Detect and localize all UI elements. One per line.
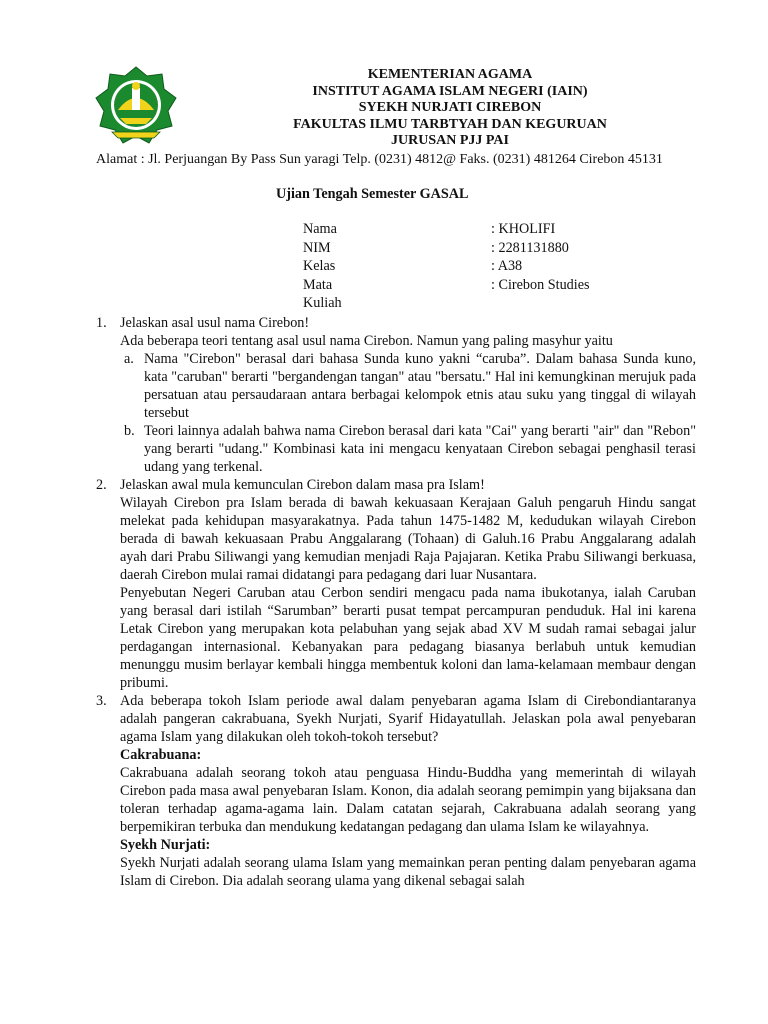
address-line: Alamat : Jl. Perjuangan By Pass Sun yaragi Telp. (0231) 4812@ Faks. (0231) 481264 Cirebon 45131 — [96, 152, 663, 167]
question-number: 2. — [96, 477, 107, 493]
letterhead-line: SYEKH NURJATI CIREBON — [358, 100, 542, 116]
identity-value: : Cirebon Studies — [491, 276, 590, 293]
iain-logo — [94, 66, 178, 146]
question-3 — [96, 692, 696, 890]
identity-label: Kelas — [303, 258, 336, 274]
exam-title: Ujian Tengah Semester GASAL — [276, 186, 469, 202]
question-text: Ada beberapa tokoh Islam periode awal dalam penyebaran agama Islam di Cirebondiantaranya adalah pangeran cakrabuana, Syekh Nurjati, Syarif Hidayatullah. Jelaskan pola awal penyebaran agama Islam yang dilakukan oleh tokoh-tokoh tersebut? — [120, 693, 696, 745]
question-number: 1. — [96, 315, 107, 331]
letterhead-line: JURUSAN PJJ PAI — [391, 133, 509, 149]
question-2 — [96, 476, 696, 692]
answer-heading: Cakrabuana: — [120, 747, 202, 763]
answer-paragraph: Ada beberapa teori tentang asal usul nama Cirebon. Namun yang paling masyhur yaitu — [120, 333, 613, 349]
answer-heading: Syekh Nurjati: — [120, 837, 211, 853]
letterhead — [190, 67, 710, 150]
answer-subitem-a — [120, 350, 696, 422]
answer-body — [96, 314, 696, 890]
question-text: Jelaskan awal mula kemunculan Cirebon dalam masa pra Islam! — [120, 477, 485, 493]
answer-paragraph: Cakrabuana adalah seorang tokoh atau penguasa Hindu-Buddha yang memerintah di wilayah Cirebon pada masa awal penyebaran Islam. Konon, dia adalah seorang pemimpin yang bijaksana dan toleran terhadap agama-agama lain. Dalam catatan sejarah, Cakrabuana adalah seorang yang berpemikiran terbuka dan mendukung kedatangan pedagang dan ulama Islam ke wilayahnya. — [120, 765, 696, 835]
answer-paragraph: Penyebutan Negeri Caruban atau Cerbon sendiri mengacu pada nama ibukotanya, ialah Caruban yang berasal dari istilah “Sarumban” berarti pusat tempat percampuran penduduk. Hal ini karena Letak Cirebon yang merupakan kota pelabuhan yang sejak abad XV M sudah ramai sebagai jalur perdagangan internasional. Kebanyakan para pedagang biasanya berlabuh untuk kemudian menunggu musim berlayar kembali hingga membentuk koloni dan lama-kelamaan membaur dengan pribumi. — [120, 585, 696, 691]
identity-label: Mata Kuliah — [303, 276, 342, 311]
identity-value: : 2281131880 — [491, 239, 569, 256]
letterhead-line: KEMENTERIAN AGAMA — [367, 67, 533, 82]
answer-paragraph: Wilayah Cirebon pra Islam berada di bawah kekuasaan Kerajaan Galuh pengaruh Hindu sangat melekat pada kehidupan masyarakatnya. Pada tahun 1475-1482 M, kedudukan wilayah Cirebon berada di bawah kekuasaan Prabu Anggalarang (Tohaan) di Galuh.16 Prabu Anggalarang adalah ayah dari Prabu Siliwangi yang kemudian menjadi Raja Pajajaran. Ketika Prabu Siliwangi berkuasa, daerah Cirebon mulai ramai didatangi para pedagang dari luar Nusantara. — [120, 495, 696, 583]
identity-label: Nama — [303, 221, 337, 237]
question-number: 3. — [96, 693, 107, 709]
identity-label: NIM — [303, 239, 331, 256]
question-text: Jelaskan asal usul nama Cirebon! — [120, 315, 310, 331]
subitem-letter: b. — [124, 423, 135, 439]
letterhead-line: FAKULTAS ILMU TARBTYAH DAN KEGURUAN — [293, 116, 607, 132]
question-1 — [96, 314, 696, 476]
subitem-letter: a. — [124, 351, 134, 367]
letterhead-line: INSTITUT AGAMA ISLAM NEGERI (IAIN) — [312, 83, 588, 99]
identity-value: : A38 — [491, 258, 523, 274]
answer-paragraph: Syekh Nurjati adalah seorang ulama Islam yang memainkan peran penting dalam penyebaran agama Islam di Cirebon. Dia adalah seorang ulama yang dikenal sebagai salah — [120, 855, 696, 889]
answer-subitem-b — [120, 422, 696, 476]
identity-value: : KHOLIFI — [491, 221, 556, 237]
subitem-text: Nama "Cirebon" berasal dari bahasa Sunda kuno yakni “caruba”. Dalam bahasa Sunda kuno, kata "caruban" berarti "bergandengan tangan" atau "bersatu." Hal ini kemungkinan merujuk pada persatuan atau persaudaraan antara berbagai kelompok etnis atau suku yang tinggal di wilayah tersebut — [144, 351, 696, 421]
subitem-text: Teori lainnya adalah bahwa nama Cirebon berasal dari kata "Cai" yang berarti "air" dan "Rebon" yang berarti "udang." Kombinasi kata ini mengacu kenyataan Cirebon sebagai penghasil terasi udang yang terkenal. — [144, 423, 696, 475]
